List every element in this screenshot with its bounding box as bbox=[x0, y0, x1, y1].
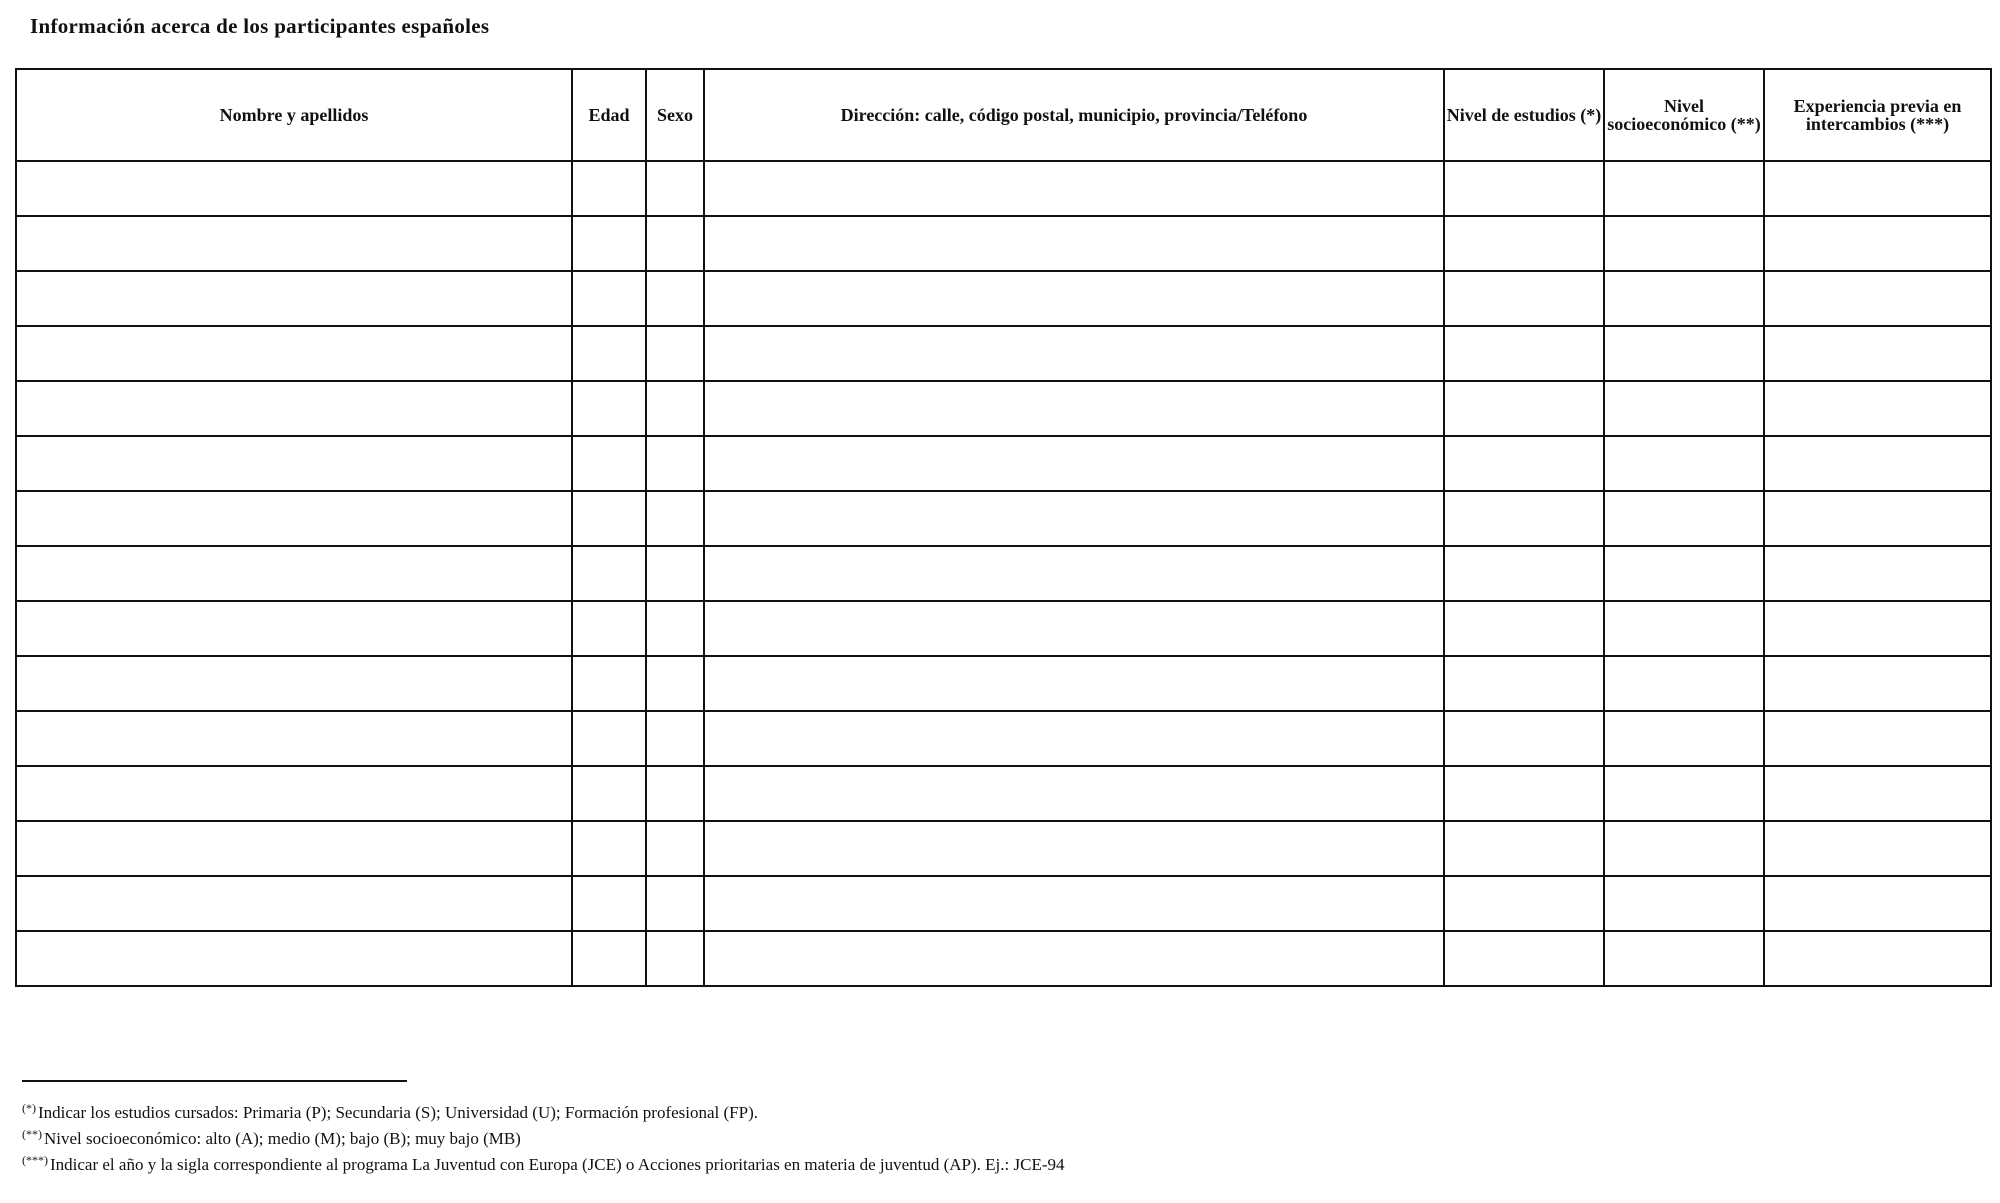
sex-cell[interactable] bbox=[646, 381, 704, 436]
column-header-experience: Experiencia previa en intercambios (***) bbox=[1764, 69, 1991, 161]
name-cell[interactable] bbox=[16, 161, 572, 216]
socioeconomic-cell[interactable] bbox=[1604, 821, 1764, 876]
footnote-text: Indicar los estudios cursados: Primaria (P); Secundaria (S); Universidad (U); Formación profesional (FP). bbox=[38, 1103, 758, 1122]
address-cell[interactable] bbox=[704, 271, 1444, 326]
education-cell[interactable] bbox=[1444, 656, 1604, 711]
address-cell[interactable] bbox=[704, 711, 1444, 766]
name-cell[interactable] bbox=[16, 821, 572, 876]
age-cell[interactable] bbox=[572, 601, 646, 656]
socioeconomic-cell[interactable] bbox=[1604, 656, 1764, 711]
address-cell[interactable] bbox=[704, 326, 1444, 381]
age-cell[interactable] bbox=[572, 766, 646, 821]
footnote-mark: (*) bbox=[22, 1101, 36, 1115]
sex-cell[interactable] bbox=[646, 821, 704, 876]
education-cell[interactable] bbox=[1444, 931, 1604, 986]
age-cell[interactable] bbox=[572, 931, 646, 986]
name-cell[interactable] bbox=[16, 711, 572, 766]
name-cell[interactable] bbox=[16, 876, 572, 931]
education-cell[interactable] bbox=[1444, 711, 1604, 766]
address-cell[interactable] bbox=[704, 876, 1444, 931]
socioeconomic-cell[interactable] bbox=[1604, 436, 1764, 491]
education-cell[interactable] bbox=[1444, 491, 1604, 546]
address-cell[interactable] bbox=[704, 546, 1444, 601]
name-cell[interactable] bbox=[16, 381, 572, 436]
sex-cell[interactable] bbox=[646, 711, 704, 766]
experience-cell[interactable] bbox=[1764, 656, 1991, 711]
age-cell[interactable] bbox=[572, 326, 646, 381]
experience-cell[interactable] bbox=[1764, 601, 1991, 656]
socioeconomic-cell[interactable] bbox=[1604, 876, 1764, 931]
education-cell[interactable] bbox=[1444, 601, 1604, 656]
table-row bbox=[16, 436, 1991, 491]
education-cell[interactable] bbox=[1444, 326, 1604, 381]
table-header-row bbox=[16, 69, 1991, 161]
address-cell[interactable] bbox=[704, 601, 1444, 656]
sex-cell[interactable] bbox=[646, 491, 704, 546]
table-row bbox=[16, 821, 1991, 876]
table-row bbox=[16, 766, 1991, 821]
experience-cell[interactable] bbox=[1764, 546, 1991, 601]
age-cell[interactable] bbox=[572, 491, 646, 546]
education-cell[interactable] bbox=[1444, 161, 1604, 216]
experience-cell[interactable] bbox=[1764, 381, 1991, 436]
socioeconomic-cell[interactable] bbox=[1604, 766, 1764, 821]
table-row bbox=[16, 546, 1991, 601]
address-cell[interactable] bbox=[704, 766, 1444, 821]
address-cell[interactable] bbox=[704, 931, 1444, 986]
education-cell[interactable] bbox=[1444, 381, 1604, 436]
experience-cell[interactable] bbox=[1764, 326, 1991, 381]
experience-cell[interactable] bbox=[1764, 161, 1991, 216]
table-row bbox=[16, 876, 1991, 931]
column-header-age: Edad bbox=[572, 69, 646, 161]
sex-cell[interactable] bbox=[646, 601, 704, 656]
experience-cell[interactable] bbox=[1764, 766, 1991, 821]
table-row bbox=[16, 216, 1991, 271]
footnote-1 bbox=[22, 1098, 758, 1123]
name-cell[interactable] bbox=[16, 491, 572, 546]
socioeconomic-cell[interactable] bbox=[1604, 711, 1764, 766]
sex-cell[interactable] bbox=[646, 271, 704, 326]
age-cell[interactable] bbox=[572, 381, 646, 436]
age-cell[interactable] bbox=[572, 161, 646, 216]
table-row bbox=[16, 161, 1991, 216]
experience-cell[interactable] bbox=[1764, 876, 1991, 931]
name-cell[interactable] bbox=[16, 656, 572, 711]
table-row bbox=[16, 711, 1991, 766]
education-cell[interactable] bbox=[1444, 766, 1604, 821]
column-header-name: Nombre y apellidos bbox=[16, 69, 572, 161]
address-cell[interactable] bbox=[704, 821, 1444, 876]
table-row bbox=[16, 326, 1991, 381]
footnote-mark: (**) bbox=[22, 1127, 42, 1141]
education-cell[interactable] bbox=[1444, 821, 1604, 876]
footnote-mark: (***) bbox=[22, 1153, 48, 1167]
table-row bbox=[16, 271, 1991, 326]
sex-cell[interactable] bbox=[646, 931, 704, 986]
education-cell[interactable] bbox=[1444, 271, 1604, 326]
sex-cell[interactable] bbox=[646, 216, 704, 271]
age-cell[interactable] bbox=[572, 436, 646, 491]
table-row bbox=[16, 491, 1991, 546]
experience-cell[interactable] bbox=[1764, 931, 1991, 986]
socioeconomic-cell[interactable] bbox=[1604, 381, 1764, 436]
address-cell[interactable] bbox=[704, 381, 1444, 436]
address-cell[interactable] bbox=[704, 161, 1444, 216]
education-cell[interactable] bbox=[1444, 546, 1604, 601]
footnote-text: Indicar el año y la sigla correspondiente al programa La Juventud con Europa (JCE) o Acciones prioritarias en materia de juventud (AP). Ej.: JCE-94 bbox=[50, 1155, 1065, 1174]
page-title: Información acerca de los participantes españoles bbox=[30, 14, 490, 38]
experience-cell[interactable] bbox=[1764, 821, 1991, 876]
education-cell[interactable] bbox=[1444, 876, 1604, 931]
address-cell[interactable] bbox=[704, 491, 1444, 546]
name-cell[interactable] bbox=[16, 271, 572, 326]
age-cell[interactable] bbox=[572, 711, 646, 766]
socioeconomic-cell[interactable] bbox=[1604, 491, 1764, 546]
name-cell[interactable] bbox=[16, 216, 572, 271]
sex-cell[interactable] bbox=[646, 326, 704, 381]
address-cell[interactable] bbox=[704, 216, 1444, 271]
name-cell[interactable] bbox=[16, 931, 572, 986]
address-cell[interactable] bbox=[704, 436, 1444, 491]
sex-cell[interactable] bbox=[646, 436, 704, 491]
socioeconomic-cell[interactable] bbox=[1604, 271, 1764, 326]
table-row bbox=[16, 381, 1991, 436]
socioeconomic-cell[interactable] bbox=[1604, 931, 1764, 986]
table-row bbox=[16, 601, 1991, 656]
sex-cell[interactable] bbox=[646, 546, 704, 601]
column-header-education: Nivel de estudios (*) bbox=[1444, 69, 1604, 161]
participants-table bbox=[15, 68, 1992, 987]
sex-cell[interactable] bbox=[646, 656, 704, 711]
experience-cell[interactable] bbox=[1764, 491, 1991, 546]
experience-cell[interactable] bbox=[1764, 711, 1991, 766]
name-cell[interactable] bbox=[16, 601, 572, 656]
footnote-divider bbox=[22, 1080, 407, 1082]
education-cell[interactable] bbox=[1444, 216, 1604, 271]
table-body bbox=[16, 161, 1991, 986]
age-cell[interactable] bbox=[572, 271, 646, 326]
column-header-address: Dirección: calle, código postal, municipio, provincia/Teléfono bbox=[704, 69, 1444, 161]
sex-cell[interactable] bbox=[646, 161, 704, 216]
name-cell[interactable] bbox=[16, 436, 572, 491]
table-row bbox=[16, 931, 1991, 986]
age-cell[interactable] bbox=[572, 656, 646, 711]
experience-cell[interactable] bbox=[1764, 436, 1991, 491]
sex-cell[interactable] bbox=[646, 766, 704, 821]
age-cell[interactable] bbox=[572, 876, 646, 931]
footnote-text: Nivel socioeconómico: alto (A); medio (M); bajo (B); muy bajo (MB) bbox=[44, 1129, 521, 1148]
experience-cell[interactable] bbox=[1764, 216, 1991, 271]
name-cell[interactable] bbox=[16, 326, 572, 381]
education-cell[interactable] bbox=[1444, 436, 1604, 491]
footnote-2 bbox=[22, 1124, 521, 1149]
socioeconomic-cell[interactable] bbox=[1604, 326, 1764, 381]
socioeconomic-cell[interactable] bbox=[1604, 216, 1764, 271]
sex-cell[interactable] bbox=[646, 876, 704, 931]
table-row bbox=[16, 656, 1991, 711]
socioeconomic-cell[interactable] bbox=[1604, 546, 1764, 601]
address-cell[interactable] bbox=[704, 656, 1444, 711]
name-cell[interactable] bbox=[16, 766, 572, 821]
experience-cell[interactable] bbox=[1764, 271, 1991, 326]
age-cell[interactable] bbox=[572, 216, 646, 271]
column-header-sex: Sexo bbox=[646, 69, 704, 161]
footnote-3 bbox=[22, 1150, 1065, 1175]
age-cell[interactable] bbox=[572, 821, 646, 876]
age-cell[interactable] bbox=[572, 546, 646, 601]
column-header-socioeconomic: Nivel socioeconómico (**) bbox=[1604, 69, 1764, 161]
name-cell[interactable] bbox=[16, 546, 572, 601]
socioeconomic-cell[interactable] bbox=[1604, 161, 1764, 216]
socioeconomic-cell[interactable] bbox=[1604, 601, 1764, 656]
